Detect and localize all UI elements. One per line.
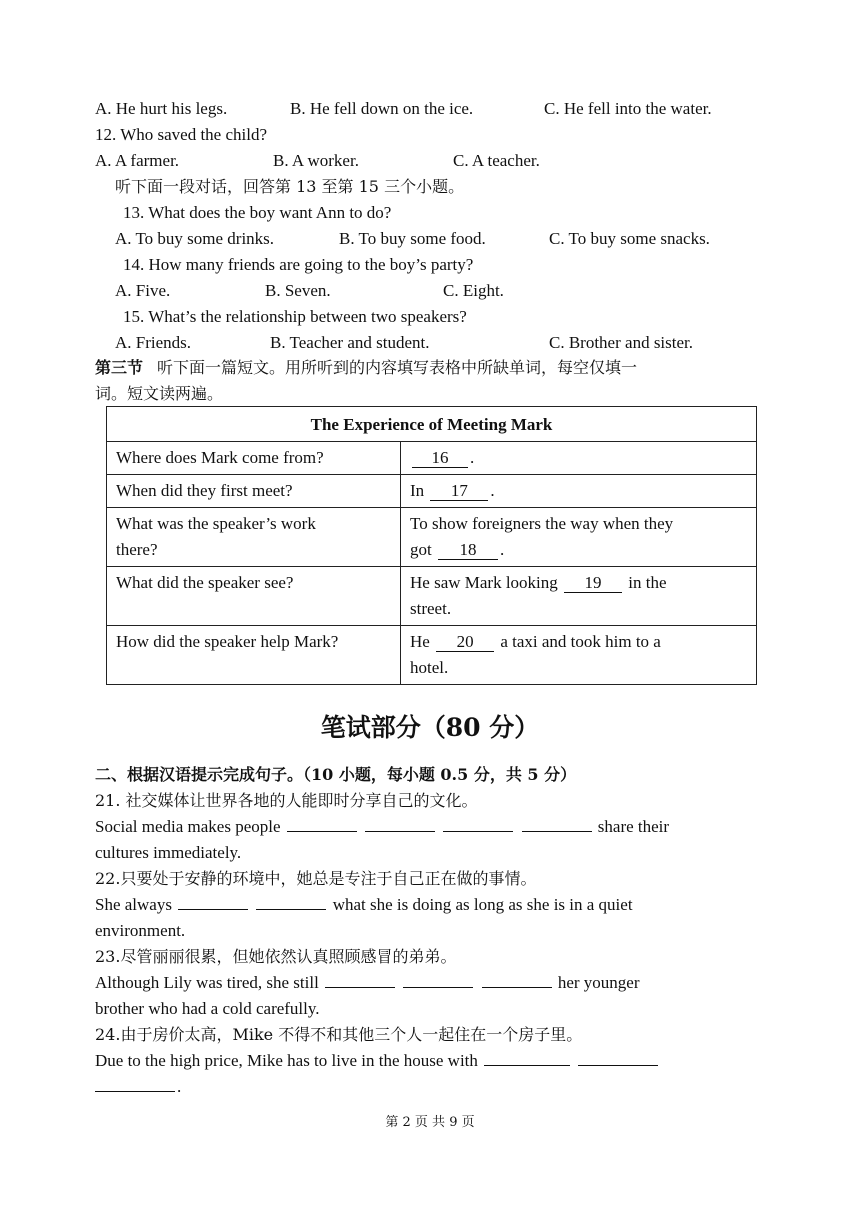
- table-question: Where does Mark come from?: [107, 442, 401, 475]
- page-footer: 第 2 页 共 9 页: [385, 1115, 475, 1130]
- blank-17[interactable]: 17: [430, 482, 488, 501]
- s23-text-end: her younger: [557, 973, 640, 992]
- q14-question: 14. How many friends are going to the boy’s party?: [123, 255, 474, 274]
- s22-english: [95, 895, 633, 915]
- q11-option-c: C. He fell into the water.: [544, 99, 712, 118]
- table-row: [107, 442, 757, 475]
- q11-option-a: A. He hurt his legs.: [95, 99, 228, 118]
- q15-option-a: A. Friends.: [115, 333, 192, 352]
- table-row: [107, 626, 757, 685]
- section3-instruction-2: 词。短文读两遍。: [95, 384, 224, 403]
- blank-21-1[interactable]: [287, 831, 357, 832]
- s22-text-end: what she is doing as long as she is in a quiet: [332, 895, 633, 914]
- q13-question: 13. What does the boy want Ann to do?: [123, 203, 392, 222]
- table-answer-text: .: [499, 540, 505, 559]
- table-answer-text: In: [410, 481, 429, 500]
- s22-text: She always: [95, 895, 172, 914]
- s23-english-2: brother who had a cold carefully.: [95, 999, 320, 1018]
- s21-text: Social media makes people: [95, 817, 281, 836]
- q12-option-a: A. A farmer.: [95, 151, 180, 170]
- s21-english-2: cultures immediately.: [95, 843, 242, 862]
- table-answer: [401, 475, 757, 508]
- section3-label: 第三节: [95, 358, 144, 377]
- table-answer-text: got: [410, 540, 436, 559]
- blank-21-3[interactable]: [443, 831, 513, 832]
- q13-option-c: C. To buy some snacks.: [549, 229, 710, 248]
- blank-23-3[interactable]: [482, 987, 552, 988]
- q14-option-c: C. Eight.: [443, 281, 504, 300]
- section3-instruction: [95, 358, 637, 378]
- table-question: When did they first meet?: [107, 475, 401, 508]
- table-answer: [401, 442, 757, 475]
- table-answer-text: in the: [624, 573, 667, 592]
- q14-option-a: A. Five.: [115, 281, 171, 300]
- s23-text: Although Lily was tired, she still: [95, 973, 319, 992]
- written-section-heading: 笔试部分（80 分）: [320, 713, 540, 742]
- q13-option-a: A. To buy some drinks.: [115, 229, 275, 248]
- q12-option-c: C. A teacher.: [453, 151, 540, 170]
- table-answer-text: He: [410, 632, 435, 651]
- experience-table: [106, 406, 757, 685]
- s22-chinese: 22.只要处于安静的环境中，她总是专注于自己正在做的事情。: [95, 869, 537, 888]
- blank-20[interactable]: 20: [436, 633, 494, 652]
- table-answer: [401, 567, 757, 626]
- table-answer-text: .: [470, 448, 475, 467]
- q15-option-c: C. Brother and sister.: [549, 333, 694, 352]
- blank-22-1[interactable]: [178, 909, 248, 910]
- table-row: [107, 567, 757, 626]
- s24-text: Due to the high price, Mike has to live in the house with: [95, 1051, 478, 1070]
- table-answer-text: street.: [410, 599, 452, 618]
- s21-english: [95, 817, 669, 837]
- table-answer-text: hotel.: [410, 658, 449, 677]
- s24-text-end: .: [177, 1077, 182, 1096]
- s22-english-2: environment.: [95, 921, 186, 940]
- blank-16[interactable]: 16: [412, 449, 468, 468]
- q14-option-b: B. Seven.: [265, 281, 331, 300]
- s21-text-end: share their: [597, 817, 670, 836]
- s23-chinese: 23.尽管丽丽很累，但她依然认真照顾感冒的弟弟。: [95, 947, 457, 966]
- blank-23-2[interactable]: [403, 987, 473, 988]
- table-row: [107, 475, 757, 508]
- q12-question: 12. Who saved the child?: [95, 125, 268, 144]
- part2-title: 二、根据汉语提示完成句子。（10 小题，每小题 0.5 分，共 5 分）: [95, 765, 577, 784]
- section3-instruction-text: 听下面一篇短文。用所听到的内容填写表格中所缺单词，每空仅填一: [157, 358, 638, 377]
- table-answer-text: He saw Mark looking: [410, 573, 563, 592]
- table-title: The Experience of Meeting Mark: [107, 407, 757, 442]
- s24-english-2: [95, 1077, 181, 1097]
- table-question: How did the speaker help Mark?: [107, 626, 401, 685]
- q11-option-b: B. He fell down on the ice.: [290, 99, 474, 118]
- table-title-row: [107, 407, 757, 442]
- table-answer-text: a taxi and took him to a: [496, 632, 661, 651]
- dialog-instruction: 听下面一段对话，回答第 13 至第 15 三个小题。: [115, 177, 465, 196]
- blank-19[interactable]: 19: [564, 574, 622, 593]
- s23-english: [95, 973, 640, 993]
- q13-option-b: B. To buy some food.: [339, 229, 486, 248]
- table-question-line: What was the speaker’s work: [116, 514, 316, 533]
- table-question-line: there?: [116, 540, 158, 559]
- s21-chinese: 21. 社交媒体让世界各地的人能即时分享自己的文化。: [95, 791, 478, 810]
- table-question: [107, 508, 401, 567]
- table-question: What did the speaker see?: [107, 567, 401, 626]
- q15-option-b: B. Teacher and student.: [270, 333, 430, 352]
- blank-21-4[interactable]: [522, 831, 592, 832]
- blank-18[interactable]: 18: [438, 541, 498, 560]
- q15-question: 15. What’s the relationship between two speakers?: [123, 307, 467, 326]
- blank-24-1[interactable]: [484, 1065, 570, 1066]
- s24-english: [95, 1051, 660, 1071]
- blank-22-2[interactable]: [256, 909, 326, 910]
- blank-23-1[interactable]: [325, 987, 395, 988]
- table-answer: [401, 508, 757, 567]
- table-answer-text: To show foreigners the way when they: [410, 514, 674, 533]
- table-answer: [401, 626, 757, 685]
- blank-24-3[interactable]: [95, 1091, 175, 1092]
- table-row: [107, 508, 757, 567]
- s24-chinese: 24.由于房价太高，Mike 不得不和其他三个人一起住在一个房子里。: [95, 1025, 583, 1044]
- blank-24-2[interactable]: [578, 1065, 658, 1066]
- blank-21-2[interactable]: [365, 831, 435, 832]
- table-answer-text: .: [490, 481, 495, 500]
- q12-option-b: B. A worker.: [273, 151, 359, 170]
